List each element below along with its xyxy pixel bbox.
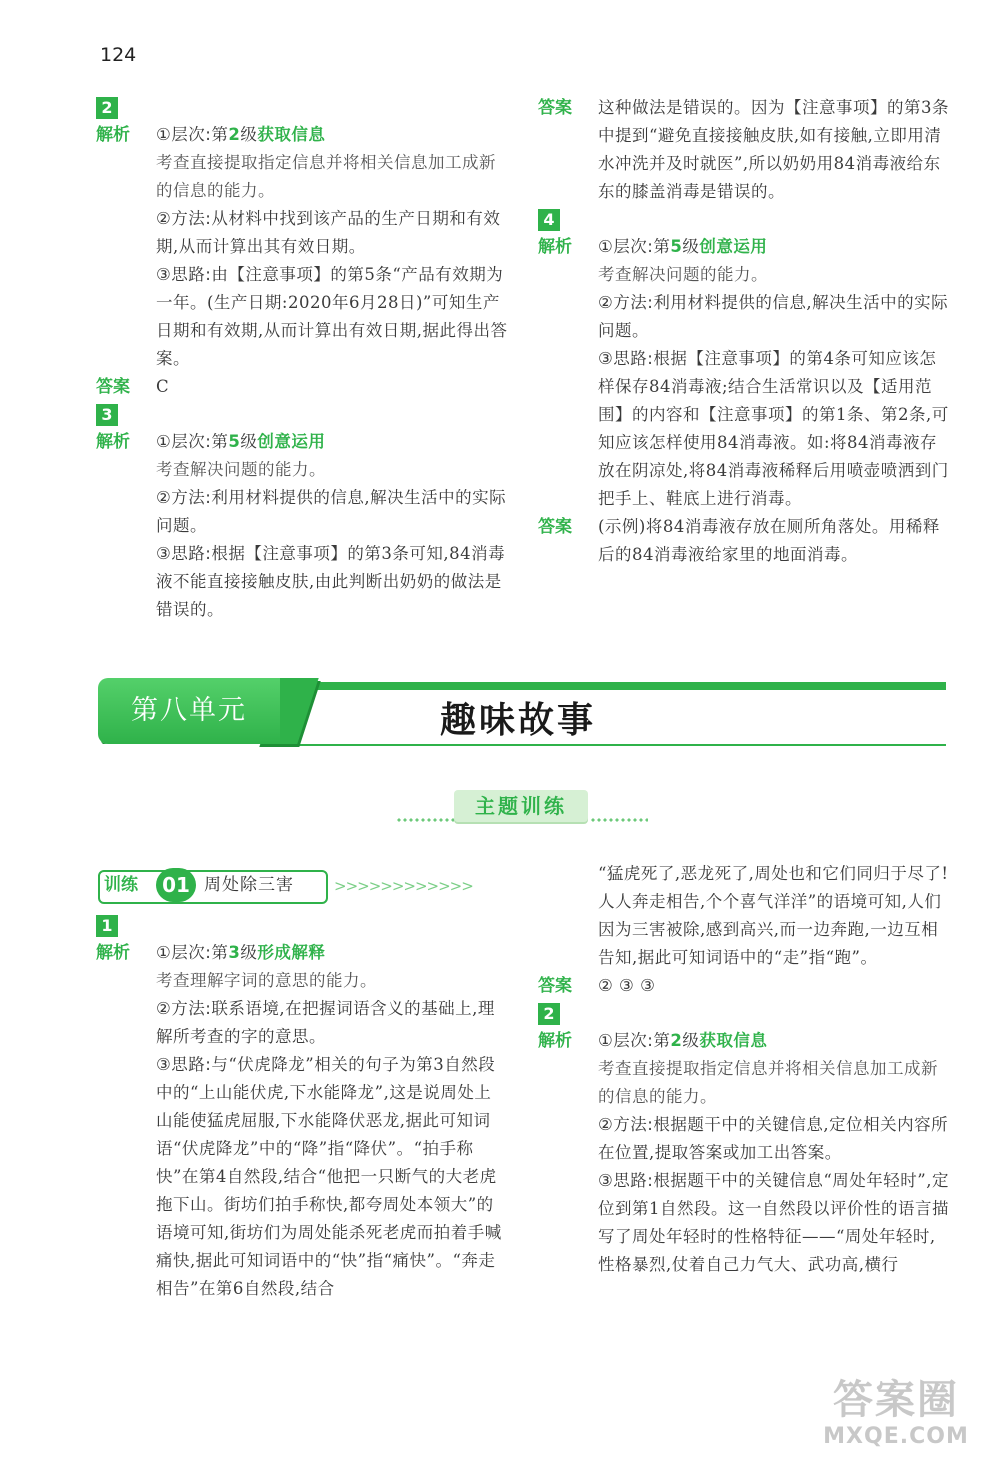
level-description: 考查解决问题的能力。 xyxy=(598,265,768,284)
idea-label: ③思路: xyxy=(598,1171,654,1190)
analysis-block: 解析 ①层次:第5级创意运用 考查解决问题的能力。 ②方法:利用材料提供的信息,解决生活中的实际问题。 ③思路:根据【注意事项】的第3条可知,84消毒液不能直接接触皮肤,由此判断出奶奶的做法是错误的。 xyxy=(96,428,508,624)
training-title: 周处除三害 xyxy=(204,875,294,895)
idea-label: ③思路: xyxy=(598,349,654,368)
method-label: ②方法: xyxy=(598,1115,654,1134)
answer-block xyxy=(538,513,950,569)
idea-text: 由【注意事项】的第5条“产品有效期为一年。(生产日期:2020年6月28日)”可知生产日期和有效期,从而计算出有效日期,据此得出答案。 xyxy=(156,265,508,368)
level-name: 获取信息 xyxy=(257,125,326,144)
page-number: 124 xyxy=(100,44,137,66)
training-number: 01 xyxy=(156,868,196,902)
level-label: ①层次: xyxy=(156,432,212,451)
answer-tag: 答案 xyxy=(538,517,572,537)
watermark-sub: MXQE.COM xyxy=(823,1424,969,1449)
analysis-tag: 解析 xyxy=(538,1031,572,1051)
level-description: 考查直接提取指定信息并将相关信息加工成新的信息的能力。 xyxy=(598,1059,938,1106)
method-label: ②方法: xyxy=(598,293,654,312)
analysis-tag: 解析 xyxy=(538,237,572,257)
continued-text: “猛虎死了,恶龙死了,周处也和它们同归于尽了!人人奔走相告,个个喜气洋洋”的语境可知,人们因为三害被除,感到高兴,而一边奔跑,一边互相告知,据此可知词语中的“走”指“跑”。 xyxy=(598,864,949,967)
method-text: 从材料中找到该产品的生产日期和有效期,从而计算出其有效日期。 xyxy=(156,209,501,256)
analysis-tag: 解析 xyxy=(96,432,130,452)
method-label: ②方法: xyxy=(156,488,212,507)
answer-text: ② ③ ③ xyxy=(598,976,656,995)
watermark xyxy=(806,1376,986,1456)
level-label: ①层次: xyxy=(598,1031,654,1050)
answer-block xyxy=(96,373,508,401)
level-name: 创意运用 xyxy=(257,432,326,451)
method-text: 利用材料提供的信息,解决生活中的实际问题。 xyxy=(598,293,949,340)
level-label: ①层次: xyxy=(156,943,212,962)
analysis-block: 解析 ①层次:第2级获取信息 考查直接提取指定信息并将相关信息加工成新的信息的能力。 ②方法:根据题干中的关键信息,定位相关内容所在位置,提取答案或加工出答案。 ③思路:根据题干中的关键信息“周处年轻时”,定位到第1自然段。这一自然段以评价性的语言描写了周处年轻时的性格特征——“周处年轻时,性格暴烈,仗着自己力气大、武功高,横行 xyxy=(538,1027,950,1279)
top-right-column xyxy=(538,94,950,569)
question-number: 1 xyxy=(96,915,118,937)
dotted-line xyxy=(396,818,454,822)
top-left-column xyxy=(96,94,508,624)
unit-banner xyxy=(98,678,946,748)
answer-tag: 答案 xyxy=(96,377,130,397)
idea-label: ③思路: xyxy=(156,265,212,284)
question-number: 3 xyxy=(96,404,118,426)
idea-label: ③思路: xyxy=(156,544,212,563)
training-label: 训练 xyxy=(104,875,138,895)
analysis-block: 解析 ①层次:第2级获取信息 考查直接提取指定信息并将相关信息加工成新的信息的能力。 ②方法:从材料中找到该产品的生产日期和有效期,从而计算出其有效日期。 ③思路:由【注意事项】的第5条“产品有效期为一年。(生产日期:2020年6月28日)”可知生产日期和有效期,从而计算出有效日期,据此得出答案。 xyxy=(96,121,508,373)
idea-text: 根据【注意事项】的第3条可知,84消毒液不能直接接触皮肤,由此判断出奶奶的做法是错误的。 xyxy=(156,544,506,619)
level-description: 考查理解字词的意思的能力。 xyxy=(156,971,377,990)
theme-section xyxy=(396,790,646,826)
question-number: 2 xyxy=(538,1003,560,1025)
question-number: 4 xyxy=(538,209,560,231)
idea-text: 与“伏虎降龙”相关的句子为第3自然段中的“上山能伏虎,下水能降龙”,这是说周处上山能使猛虎屈服,下水能降伏恶龙,据此可知词语“伏虎降龙”中的“降”指“降伏”。“拍手称快”在第4自然段,结合“他把一只断气的大老虎拖下山。街坊们拍手称快,都夸周处本领大”的语境可知,街坊们为周处能杀死老虎而拍着手喊痛快,据此可知词语中的“快”指“痛快”。“奔走相告”在第6自然段,结合 xyxy=(156,1055,502,1298)
watermark-main: 答案圈 xyxy=(833,1377,959,1423)
bottom-right-column xyxy=(538,860,950,1279)
level-name: 获取信息 xyxy=(699,1031,768,1050)
theme-badge: 主题训练 xyxy=(454,790,588,822)
level-number: 2 xyxy=(670,1031,683,1050)
level-number: 5 xyxy=(670,237,683,256)
level-label: ①层次: xyxy=(598,237,654,256)
level-number: 3 xyxy=(228,943,241,962)
answer-tag: 答案 xyxy=(538,976,572,996)
level-number: 5 xyxy=(228,432,241,451)
arrow-decoration: >>>>>>>>>>>> xyxy=(334,877,473,895)
method-text: 联系语境,在把握词语含义的基础上,理解所考查的字的意思。 xyxy=(156,999,495,1046)
answer-block xyxy=(538,972,950,1000)
banner-line xyxy=(298,744,946,746)
analysis-tag: 解析 xyxy=(96,943,130,963)
dotted-line xyxy=(590,818,648,822)
method-text: 利用材料提供的信息,解决生活中的实际问题。 xyxy=(156,488,507,535)
unit-title: 趣味故事 xyxy=(439,699,596,741)
idea-label: ③思路: xyxy=(156,1055,212,1074)
level-number: 2 xyxy=(228,125,241,144)
idea-text: 根据题干中的关键信息“周处年轻时”,定位到第1自然段。这一自然段以评价性的语言描写了周处年轻时的性格特征——“周处年轻时,性格暴烈,仗着自己力气大、武功高,横行 xyxy=(598,1171,949,1274)
level-name: 形成解释 xyxy=(257,943,326,962)
analysis-block: 解析 ①层次:第3级形成解释 考查理解字词的意思的能力。 ②方法:联系语境,在把握词语含义的基础上,理解所考查的字的意思。 ③思路:与“伏虎降龙”相关的句子为第3自然段中的“上山能伏虎,下水能降龙”,这是说周处上山能使猛虎屈服,下水能降伏恶龙,据此可知词语“伏虎降龙”中的“降”指“降伏”。“拍手称快”在第4自然段,结合“他把一只断气的大老虎拖下山。街坊们拍手称快,都夸周处本领大”的语境可知,街坊们为周处能杀死老虎而拍着手喊痛快,据此可知词语中的“快”指“痛快”。“奔走相告”在第6自然段,结合 xyxy=(96,939,508,1303)
level-label: ①层次: xyxy=(156,125,212,144)
answer-block xyxy=(538,94,950,206)
answer-text: 这种做法是错误的。因为【注意事项】的第3条中提到“避免直接接触皮肤,如有接触,立即用清水冲洗并及时就医”,所以奶奶用84消毒液给东东的膝盖消毒是错误的。 xyxy=(598,98,949,201)
method-label: ②方法: xyxy=(156,209,212,228)
bottom-left-column xyxy=(96,912,508,1303)
analysis-tag: 解析 xyxy=(96,125,130,145)
idea-text: 根据【注意事项】的第4条可知应该怎样保存84消毒液;结合生活常识以及【适用范围】的内容和【注意事项】的第1条、第2条,可知应该怎样使用84消毒液。如:将84消毒液存放在阴凉处,将84消毒液稀释后用喷壶喷洒到门把手上、鞋底上进行消毒。 xyxy=(598,349,949,508)
answer-text: (示例)将84消毒液存放在厕所角落处。用稀释后的84消毒液给家里的地面消毒。 xyxy=(598,517,940,564)
level-description: 考查解决问题的能力。 xyxy=(156,460,326,479)
analysis-block: 解析 ①层次:第5级创意运用 考查解决问题的能力。 ②方法:利用材料提供的信息,解决生活中的实际问题。 ③思路:根据【注意事项】的第4条可知应该怎样保存84消毒液;结合生活常识以及【适用范围】的内容和【注意事项】的第1条、第2条,可知应该怎样使用84消毒液。如:将84消毒液存放在阴凉处,将84消毒液稀释后用喷壶喷洒到门把手上、鞋底上进行消毒。 xyxy=(538,233,950,513)
question-number: 2 xyxy=(96,97,118,119)
unit-tab-label: 第八单元 xyxy=(131,695,247,726)
training-header xyxy=(98,870,518,904)
banner-line xyxy=(298,682,946,690)
answer-tag: 答案 xyxy=(538,98,572,118)
answer-text: C xyxy=(156,377,170,396)
method-text: 根据题干中的关键信息,定位相关内容所在位置,提取答案或加工出答案。 xyxy=(598,1115,949,1162)
level-name: 创意运用 xyxy=(699,237,768,256)
level-description: 考查直接提取指定信息并将相关信息加工成新的信息的能力。 xyxy=(156,153,496,200)
method-label: ②方法: xyxy=(156,999,212,1018)
